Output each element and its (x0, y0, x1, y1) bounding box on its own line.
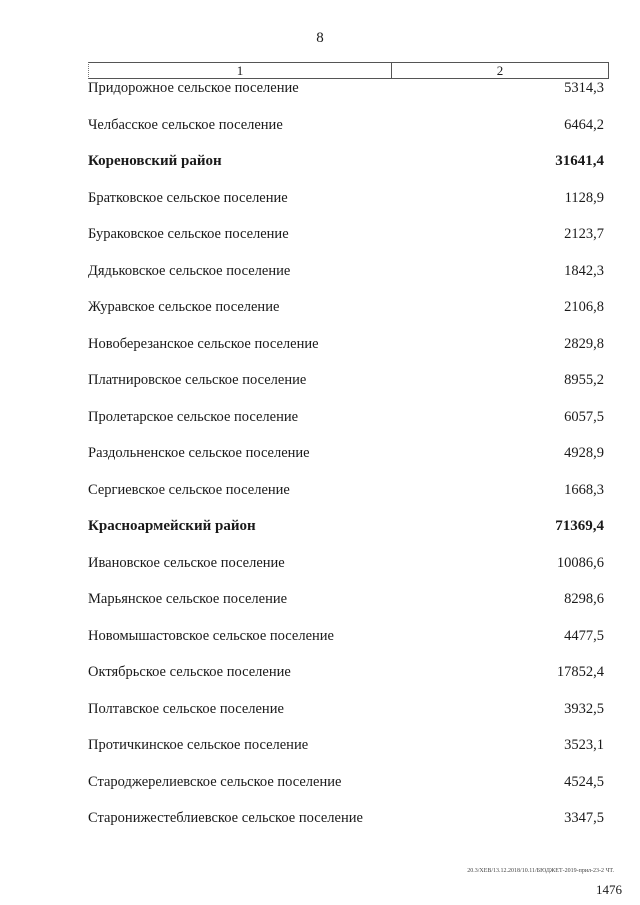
district-total-value: 31641,4 (555, 153, 604, 169)
settlement-name: Сергиевское сельское поселение (88, 481, 290, 498)
footer-document-code: 20.3/ХЕВ/13.12.2018/10.11/БЮДЖЕТ-2019-прил-23-2 ЧТ. (467, 868, 614, 874)
settlement-name: Ивановское сельское поселение (88, 554, 285, 571)
settlement-value: 4524,5 (564, 773, 604, 790)
settlement-name: Братковское сельское поселение (88, 189, 288, 206)
table-row (88, 409, 604, 446)
table-row (88, 445, 604, 482)
settlement-value: 3932,5 (564, 700, 604, 717)
table-row (88, 482, 604, 519)
settlement-value: 8298,6 (564, 591, 604, 607)
settlement-name: Новоберезанское сельское поселение (88, 335, 319, 352)
settlement-value: 4477,5 (564, 627, 604, 644)
column-header-2: 2 (496, 63, 504, 78)
settlement-name: Придорожное сельское поселение (88, 80, 299, 96)
table-row (88, 591, 604, 628)
table-row (88, 117, 604, 154)
footer-sheet-number: 1476 (596, 882, 622, 897)
settlement-value: 1128,9 (564, 189, 604, 206)
settlement-name: Октябрьское сельское поселение (88, 664, 291, 680)
table-row (88, 372, 604, 409)
settlement-name: Марьянское сельское поселение (88, 591, 288, 607)
settlement-name: Платнировское сельское поселение (88, 372, 307, 388)
settlement-name: Староджерелиевское сельское поселение (88, 773, 342, 790)
table-row (88, 226, 604, 263)
settlement-value: 2123,7 (564, 226, 604, 242)
district-total-row (88, 153, 604, 190)
table-row (88, 774, 604, 811)
settlement-value: 6057,5 (564, 408, 604, 425)
settlement-value: 4928,9 (564, 445, 604, 461)
settlement-value: 2106,8 (564, 299, 604, 315)
settlement-value: 8955,2 (564, 372, 604, 388)
settlement-name: Дядьковское сельское поселение (88, 262, 291, 279)
settlement-value: 3523,1 (564, 737, 604, 753)
table-row (88, 737, 604, 774)
settlement-value: 17852,4 (556, 664, 604, 680)
settlement-value: 3347,5 (564, 810, 604, 826)
table-row (88, 299, 604, 336)
table-header (88, 62, 609, 79)
settlement-value: 5314,3 (564, 80, 604, 96)
settlement-value: 10086,6 (556, 554, 604, 571)
settlement-name: Раздольненское сельское поселение (88, 445, 310, 461)
settlement-name: Челбасское сельское поселение (88, 116, 283, 133)
table-row (88, 810, 604, 847)
district-total-value: 71369,4 (555, 518, 604, 534)
table-row (88, 701, 604, 738)
table-row (88, 555, 604, 592)
table-row (88, 628, 604, 665)
settlement-value: 6464,2 (564, 116, 604, 133)
table-row (88, 664, 604, 701)
settlement-value: 1668,3 (564, 481, 604, 498)
settlement-name: Бураковское сельское поселение (88, 226, 289, 242)
district-name: Красноармейский район (88, 518, 256, 534)
settlement-name: Полтавское сельское поселение (88, 700, 284, 717)
table-row (88, 336, 604, 373)
settlement-name: Журавское сельское поселение (88, 299, 280, 315)
table-row (88, 80, 604, 117)
settlement-name: Старонижестеблиевское сельское поселение (88, 810, 363, 826)
table-row (88, 263, 604, 300)
district-total-row (88, 518, 604, 555)
settlement-name: Новомышастовское сельское поселение (88, 627, 334, 644)
settlement-name: Протичкинское сельское поселение (88, 737, 309, 753)
page-number: 8 (316, 30, 324, 46)
column-header-1: 1 (89, 63, 392, 78)
district-name: Кореновский район (88, 153, 222, 169)
settlement-value: 1842,3 (564, 262, 604, 279)
settlement-name: Пролетарское сельское поселение (88, 408, 299, 425)
table-body (88, 80, 604, 847)
settlement-value: 2829,8 (564, 335, 604, 352)
table-row (88, 190, 604, 227)
